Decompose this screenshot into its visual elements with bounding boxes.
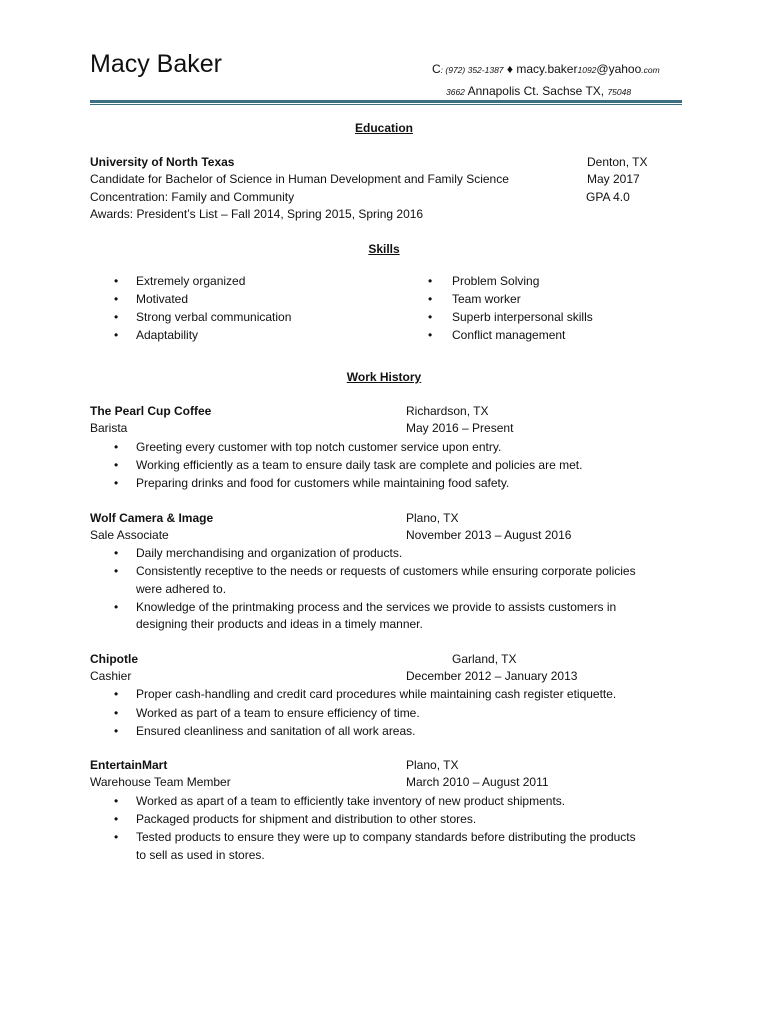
company-name: Wolf Camera & Image: [90, 511, 214, 525]
email-part-c: @yahoo: [596, 62, 642, 76]
job-dates: November 2013 – August 2016: [406, 528, 572, 542]
bullet-icon: •: [114, 274, 119, 288]
job-bullet-continued: were adhered to.: [136, 582, 227, 596]
bullet-icon: •: [428, 274, 433, 288]
bullet-icon: •: [114, 794, 119, 808]
address-line: [446, 84, 631, 98]
school-location: Denton, TX: [587, 155, 648, 169]
job-location: Plano, TX: [406, 758, 459, 772]
bullet-icon: •: [114, 546, 119, 560]
bullet-icon: •: [114, 310, 119, 324]
job-bullet: Knowledge of the printmaking process and the services we provide to assists customers in: [136, 600, 617, 614]
job-location: Garland, TX: [452, 652, 517, 666]
email-part-d: .com: [641, 65, 660, 75]
header-rule-thin: [90, 104, 682, 105]
job-bullet: Proper cash-handling and credit card procedures while maintaining cash register etiquette.: [136, 687, 617, 701]
gpa: GPA 4.0: [586, 190, 630, 204]
job-bullet: Working efficiently as a team to ensure daily task are complete and policies are met.: [136, 458, 583, 472]
email-part-b: 1092: [577, 65, 597, 75]
skill-item: Team worker: [452, 292, 521, 306]
job-dates: March 2010 – August 2011: [406, 775, 549, 789]
job-bullet: Preparing drinks and food for customers while maintaining food safety.: [136, 476, 510, 490]
contact-line: [432, 62, 660, 76]
bullet-icon: •: [114, 724, 119, 738]
bullet-icon: •: [114, 440, 119, 454]
job-role: Cashier: [90, 669, 132, 683]
job-location: Richardson, TX: [406, 404, 489, 418]
graduation-date: May 2017: [587, 172, 640, 186]
diamond-separator: ♦: [506, 62, 513, 76]
bullet-icon: •: [114, 328, 119, 342]
bullet-icon: •: [114, 830, 119, 844]
job-role: Warehouse Team Member: [90, 775, 231, 789]
skill-item: Superb interpersonal skills: [452, 310, 593, 324]
school-name: University of North Texas: [90, 155, 235, 169]
bullet-icon: •: [114, 812, 119, 826]
resume-name: Macy Baker: [90, 50, 222, 78]
bullet-icon: •: [114, 476, 119, 490]
bullet-icon: •: [114, 687, 119, 701]
phone-prefix: C: [432, 62, 441, 76]
bullet-icon: •: [428, 328, 433, 342]
company-name: The Pearl Cup Coffee: [90, 404, 212, 418]
header-rule-thick: [90, 100, 682, 103]
job-bullet: Worked as part of a team to ensure efficiency of time.: [136, 706, 420, 720]
skill-item: Motivated: [136, 292, 189, 306]
address-zip: 75048: [607, 87, 632, 97]
skill-item: Problem Solving: [452, 274, 540, 288]
skill-item: Strong verbal communication: [136, 310, 292, 324]
skills-heading: Skills: [368, 242, 400, 256]
address-street: Annapolis Ct. Sachse TX,: [464, 84, 608, 98]
bullet-icon: •: [114, 564, 119, 578]
awards: Awards: President’s List – Fall 2014, Spring 2015, Spring 2016: [90, 207, 424, 221]
skill-item: Extremely organized: [136, 274, 246, 288]
phone-number: : (972) 352-1387: [440, 65, 504, 75]
job-role: Barista: [90, 421, 128, 435]
bullet-icon: •: [428, 310, 433, 324]
job-dates: December 2012 – January 2013: [406, 669, 578, 683]
job-bullet: Packaged products for shipment and distribution to other stores.: [136, 812, 477, 826]
job-bullet: Consistently receptive to the needs or requests of customers while ensuring corporate policies: [136, 564, 636, 578]
work-history-heading: Work History: [346, 370, 422, 384]
job-location: Plano, TX: [406, 511, 459, 525]
skill-item: Adaptability: [136, 328, 199, 342]
bullet-icon: •: [114, 292, 119, 306]
job-bullet-continued: designing their products and ideas in a timely manner.: [136, 617, 423, 631]
concentration: Concentration: Family and Community: [90, 190, 295, 204]
company-name: EntertainMart: [90, 758, 168, 772]
job-bullet: Worked as apart of a team to efficiently take inventory of new product shipments.: [136, 794, 566, 808]
degree: Candidate for Bachelor of Science in Human Development and Family Science: [90, 172, 509, 186]
bullet-icon: •: [114, 600, 119, 614]
job-dates: May 2016 – Present: [406, 421, 514, 435]
skill-item: Conflict management: [452, 328, 566, 342]
job-bullet: Greeting every customer with top notch customer service upon entry.: [136, 440, 502, 454]
company-name: Chipotle: [90, 652, 138, 666]
job-role: Sale Associate: [90, 528, 169, 542]
bullet-icon: •: [428, 292, 433, 306]
address-number: 3662: [446, 87, 465, 97]
job-bullet: Daily merchandising and organization of products.: [136, 546, 403, 560]
job-bullet: Tested products to ensure they were up to company standards before distributing the products: [136, 830, 636, 844]
bullet-icon: •: [114, 458, 119, 472]
education-heading: Education: [354, 121, 413, 135]
bullet-icon: •: [114, 706, 119, 720]
email-part-a: macy.baker: [516, 62, 578, 76]
job-bullet-continued: to sell as used in stores.: [136, 848, 265, 862]
job-bullet: Ensured cleanliness and sanitation of all work areas.: [136, 724, 416, 738]
